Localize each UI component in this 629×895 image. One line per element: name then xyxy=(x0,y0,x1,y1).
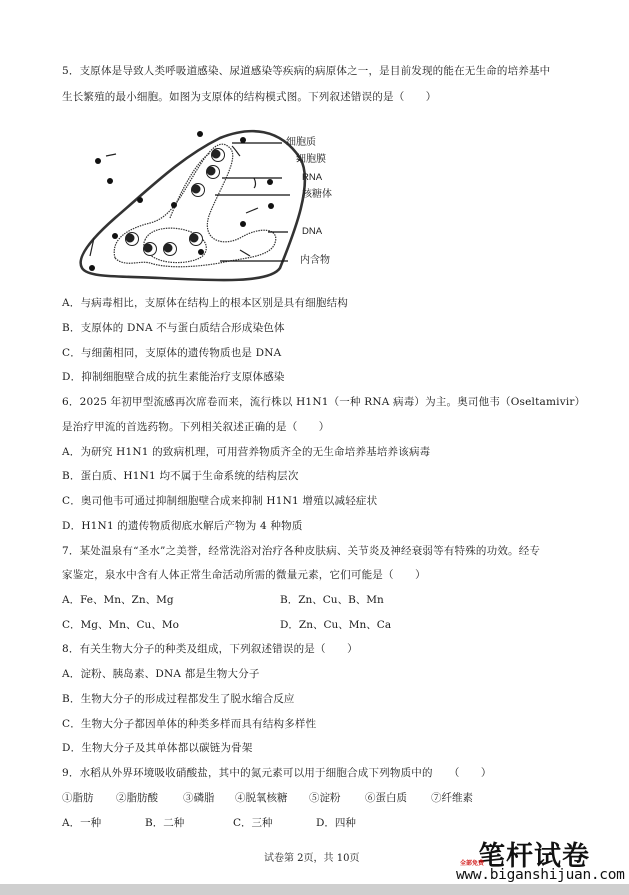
watermark-title: 笔杆试卷 xyxy=(478,841,590,872)
q9-item-1: ①脂肪 xyxy=(62,792,94,804)
label-cell-membrane: 细胞膜 xyxy=(296,154,326,165)
q6-option-d: D．H1N1 的遗传物质彻底水解后产物为 4 种物质 xyxy=(62,520,303,532)
q9-option-d: D．四种 xyxy=(316,817,356,829)
q8-option-d: D．生物大分子及其单体都以碳链为骨架 xyxy=(62,742,253,754)
mycoplasma-cell-icon xyxy=(70,118,390,288)
q7-option-c: C．Mg、Mn、Cu、Mo xyxy=(62,619,179,631)
q6-option-a: A．为研究 H1N1 的致病机理，可用营养物质齐全的无生命培养基培养该病毒 xyxy=(62,446,431,458)
q5-option-b: B．支原体的 DNA 不与蛋白质结合形成染色体 xyxy=(62,322,285,334)
q9-option-b: B．二种 xyxy=(145,817,185,829)
q6-option-c: C．奥司他韦可通过抑制细胞壁合成来抑制 H1N1 增殖以减轻症状 xyxy=(62,495,378,507)
q9-stem: 9．水稻从外界环境吸收硝酸盐，其中的氮元素可以用于细胞合成下列物质中的 （ ） xyxy=(62,767,492,779)
q8-option-c: C．生物大分子都因单体的种类多样而具有结构多样性 xyxy=(62,718,317,730)
watermark-free-tag: 全部免费 xyxy=(460,860,485,867)
q7-option-b: B．Zn、Cu、B、Mn xyxy=(280,594,384,606)
label-cytoplasm: 细胞质 xyxy=(286,137,316,148)
watermark-url: www.biganshijuan.com xyxy=(456,867,625,883)
q5-option-c: C．与细菌相同，支原体的遗传物质也是 DNA xyxy=(62,347,282,359)
q9-item-2: ②脂肪酸 xyxy=(116,792,158,804)
q9-option-a: A．一种 xyxy=(62,817,102,829)
q9-option-c: C．三种 xyxy=(233,817,273,829)
q6-option-b: B．蛋白质、H1N1 均不属于生命系统的结构层次 xyxy=(62,470,299,482)
q9-item-5: ⑤淀粉 xyxy=(309,792,341,804)
q7-option-a: A．Fe、Mn、Zn、Mg xyxy=(62,594,174,606)
label-inclusion: 内含物 xyxy=(300,255,330,266)
q7-stem-line2: 家鉴定，泉水中含有人体正常生命活动所需的微量元素，它们可能是（ ） xyxy=(62,569,426,581)
q7-option-d: D．Zn、Cu、Mn、Ca xyxy=(280,619,392,631)
q5-option-a: A．与病毒相比，支原体在结构上的根本区别是具有细胞结构 xyxy=(62,297,348,309)
label-rna: RNA xyxy=(302,172,323,183)
q6-stem-line1: 6．2025 年初甲型流感再次席卷而来，流行株以 H1N1（一种 RNA 病毒）为主。奥司他韦（Oseltamivir） xyxy=(62,396,586,408)
q8-option-b: B．生物大分子的形成过程都发生了脱水缩合反应 xyxy=(62,693,295,705)
label-dna: DNA xyxy=(302,226,323,237)
q5-stem-line1: 5．支原体是导致人类呼吸道感染、尿道感染等疾病的病原体之一，是目前发现的能在无生命的培养基中 xyxy=(62,65,551,77)
page-number: 试卷第 2页，共 10页 xyxy=(264,853,360,864)
page-bottom-bar xyxy=(0,884,629,895)
q5-stem-line2: 生长繁殖的最小细胞。如图为支原体的结构模式图。下列叙述错误的是（ ） xyxy=(62,91,437,103)
q9-item-4: ④脱氧核糖 xyxy=(235,792,288,804)
q7-stem-line1: 7．某处温泉有“圣水”之美誉，经常洗浴对治疗各种皮肤病、关节炎及神经衰弱等有特殊的功效。经专 xyxy=(62,545,541,557)
label-ribosome: 核糖体 xyxy=(302,189,332,200)
q8-stem: 8．有关生物大分子的种类及组成，下列叙述错误的是（ ） xyxy=(62,643,358,655)
q9-item-7: ⑦纤维素 xyxy=(431,792,473,804)
q6-stem-line2: 是治疗甲流的首选药物。下列相关叙述正确的是（ ） xyxy=(62,421,330,433)
q8-option-a: A．淀粉、胰岛素、DNA 都是生物大分子 xyxy=(62,668,260,680)
q9-item-6: ⑥蛋白质 xyxy=(365,792,407,804)
q5-option-d: D．抑制细胞壁合成的抗生素能治疗支原体感染 xyxy=(62,371,285,383)
mycoplasma-structure-diagram xyxy=(70,118,390,288)
q9-item-3: ③磷脂 xyxy=(183,792,215,804)
